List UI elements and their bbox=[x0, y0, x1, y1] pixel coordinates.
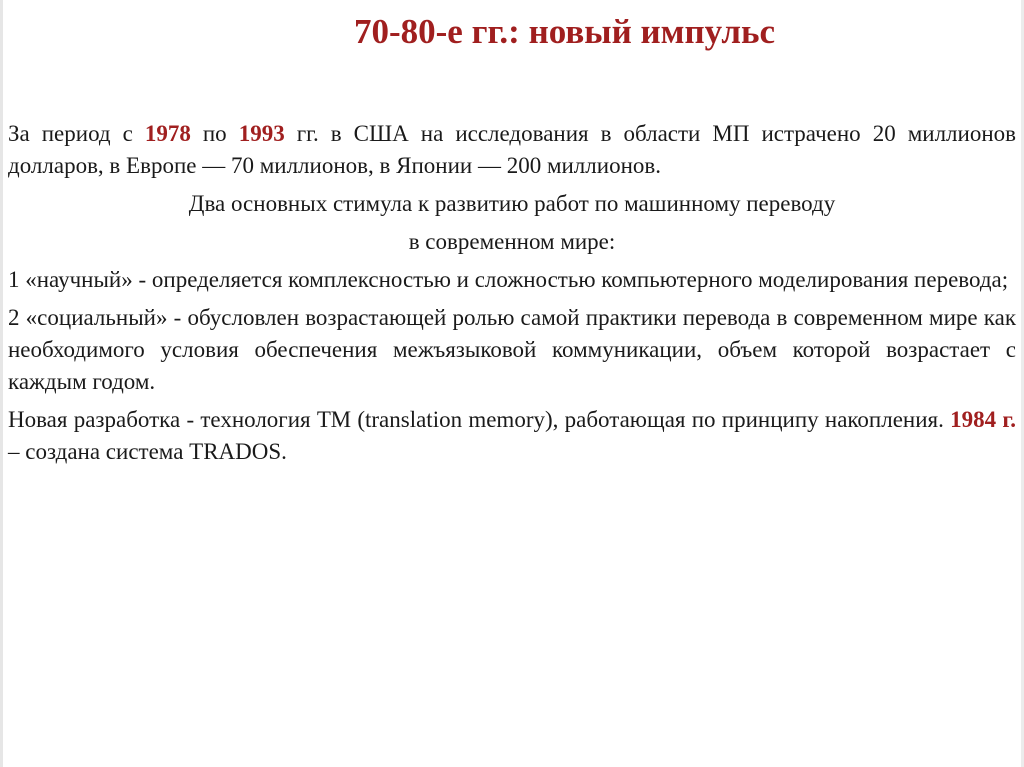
funding-text-mid: по bbox=[190, 121, 239, 146]
funding-text-start: За период с bbox=[8, 121, 145, 146]
slide-title: 70-80-е гг.: новый импульс bbox=[353, 12, 775, 51]
stimuli-heading-line1: Два основных стимула к развитию работ по машинному переводу bbox=[188, 191, 836, 216]
funding-paragraph bbox=[8, 118, 1016, 182]
slide-body bbox=[8, 118, 1016, 468]
year-1993: 1993 bbox=[238, 121, 285, 146]
stimulus-item-scientific: 1 «научный» - определяется комплексностью и сложностью компьютерного моделирования перевода; bbox=[8, 267, 1009, 292]
tm-paragraph bbox=[8, 404, 1016, 468]
year-1978: 1978 bbox=[144, 121, 191, 146]
tm-text-start: Новая разработка - технология ТМ (translation memory), работающая по принципу накопления. bbox=[8, 407, 951, 432]
stimulus-item-social: 2 «социальный» - обусловлен возрастающей ролью самой практики перевода в современном мире как необходимого условия обеспечения межъязыковой коммуникации, объем которой возрастает с каждым годом. bbox=[8, 305, 1016, 394]
tm-text-end: – создана система TRADOS. bbox=[8, 439, 287, 464]
stimuli-heading-line2: в современном мире: bbox=[408, 229, 616, 254]
left-edge-divider bbox=[0, 0, 3, 767]
year-1984: 1984 г. bbox=[950, 407, 1016, 432]
funding-text-end: гг. в США на исследования в области МП истрачено 20 миллионов долларов, в Европе — 70 миллионов, в Японии — 200 миллионов. bbox=[8, 121, 1016, 178]
